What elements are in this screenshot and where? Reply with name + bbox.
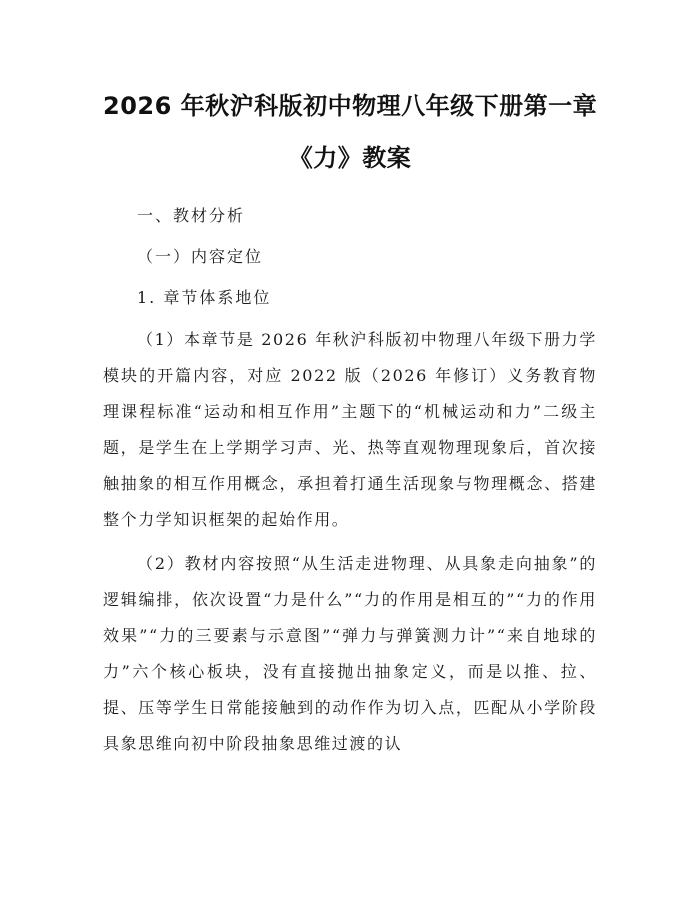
document-title-line-2: 《力》教案: [288, 144, 412, 172]
body-paragraph-1: （1）本章节是 2026 年秋沪科版初中物理八年级下册力学模块的开篇内容，对应 2022 版（2026 年修订）义务教育物理课程标准“运动和相互作用”主题下的“机械运动和力”二级主题，是学生在上学期学习声、光、热等直观物理现象后，首次接触抽象的相互作用概念，承担着打通生活现象与物理概念、搭建整个力学知识框架的起始作用。: [103, 330, 597, 529]
body-paragraph-2: （2）教材内容按照“从生活走进物理、从具象走向抽象”的逻辑编排，依次设置“力是什么”“力的作用是相互的”“力的作用效果”“力的三要素与示意图”“弹力与弹簧测力计”“来自地球的力”六个核心板块，没有直接抛出抽象定义，而是以推、拉、提、压等学生日常能接触到的动作作为切入点，匹配从小学阶段具象思维向初中阶段抽象思维过渡的认: [103, 554, 597, 753]
document-body: [103, 198, 597, 762]
document-title-line-1: 2026 年秋沪科版初中物理八年级下册第一章: [103, 92, 598, 120]
document-title: [103, 80, 597, 184]
section-heading-teaching-material-analysis: 一、教材分析: [137, 206, 246, 225]
subsection-heading-content-positioning: （一）内容定位: [137, 247, 264, 266]
item-heading-chapter-system-position: 1. 章节体系地位: [137, 288, 272, 307]
